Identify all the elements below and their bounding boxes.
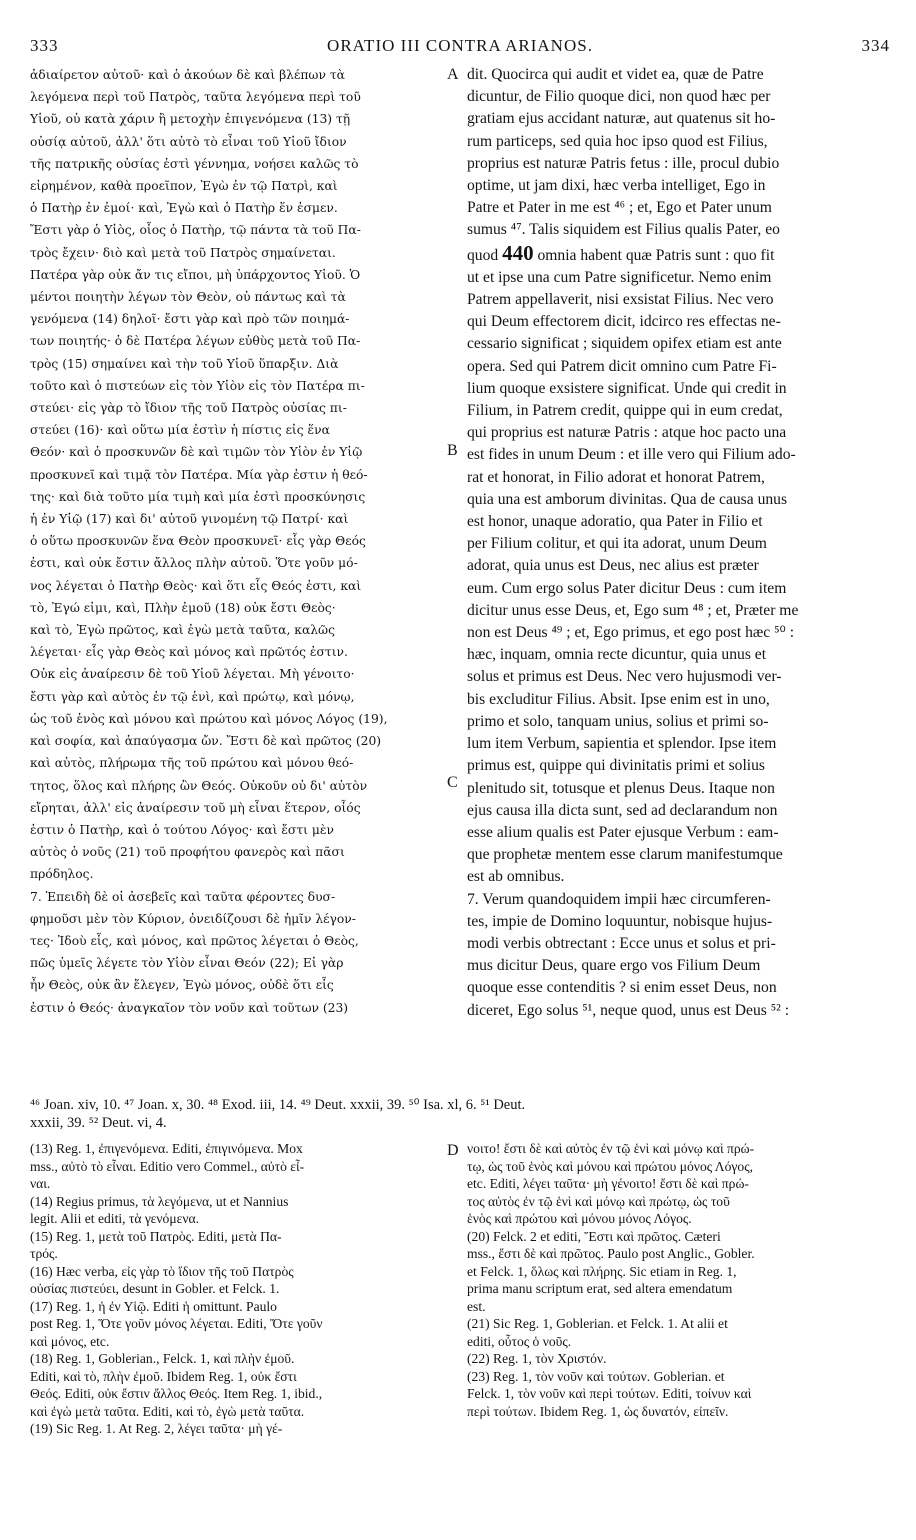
latin-text-line: lum item Verbum, sapientia et splendor. Ipse item	[467, 735, 777, 753]
note-line: mss., αὐτὸ τὸ εἶναι. Editio vero Commel., αὐτὸ εἶ-	[30, 1158, 305, 1174]
latin-text-line: ejus causa illa dicta sunt, sed ad declarandum non	[467, 801, 778, 819]
greek-text-line: εἴρηται, ἀλλ' εἰς ἀναίρεσιν τοῦ μὴ εἶναι ἕτερον, οἷός	[30, 800, 361, 815]
greek-text-line: ἔστι γὰρ καὶ αὐτὸς ἐν τῷ ἑνὶ, καὶ πρώτῳ, καὶ μόνῳ,	[30, 689, 355, 704]
greek-text-line: ὁ οὕτω προσκυνῶν ἕνα Θεὸν προσκυνεῖ· εἷς γὰρ Θεός	[30, 534, 366, 549]
greek-text-line: τῆς πατρικῆς οὐσίας ἐστὶ γέννημα, νοήσει καλῶς τὸ	[30, 156, 359, 171]
greek-text-line: λέγεται· εἷς γὰρ Θεὸς καὶ μόνος καὶ πρῶτός ἐστιν.	[30, 645, 348, 660]
greek-text-line: καὶ αὐτὸς, πλήρωμα τῆς τοῦ πρώτου καὶ μόνου θεό-	[30, 756, 354, 771]
page-number-right: 334	[861, 36, 890, 55]
scripture-ref-line: xxxii, 39. ⁵² Deut. vi, 4.	[30, 1115, 167, 1131]
page-number-left: 333	[30, 36, 59, 55]
scripture-ref-line: ⁴⁶ Joan. xiv, 10. ⁴⁷ Joan. x, 30. ⁴⁸ Exod. iii, 14. ⁴⁹ Deut. xxxii, 39. ⁵⁰ Isa. xl, 6. ⁵¹ Deut.	[30, 1097, 526, 1113]
latin-text-line: tes, impie de Domino loquuntur, nobisque hujus-	[467, 912, 773, 930]
latin-text-line: plenitudo sit, totusque et plenus Deus. Itaque non	[467, 779, 775, 797]
greek-text-line: τοῦτο καὶ ὁ πιστεύων εἰς τὸν Υἱὸν εἰς τὸν Πατέρα πι-	[30, 378, 365, 393]
margin-marker-a: A	[447, 66, 459, 83]
latin-text-line: optime, ut jam dixi, hæc verba intelliget, Ego in	[467, 177, 766, 195]
latin-text-line: 7. Verum quandoquidem impii hæc circumferen-	[467, 890, 771, 908]
margin-marker-c: C	[447, 774, 458, 791]
latin-text-line: quoque esse contenditis ? si enim esset Deus, non	[467, 979, 777, 997]
latin-text-line: dicuntur, de Filio quoque dici, non quod hæc per	[467, 88, 771, 106]
notes-right-column	[467, 1140, 890, 1420]
greek-text-line: λεγόμενα περὶ τοῦ Πατρὸς, ταῦτα λεγόμενα περὶ τοῦ	[30, 90, 361, 105]
note-line: Editi, καὶ τὸ, πλὴν ἐμοῦ. Ibidem Reg. 1, οὐκ ἔστι	[30, 1368, 297, 1384]
note-line: est.	[467, 1298, 486, 1314]
note-line: καὶ μόνος, etc.	[30, 1333, 110, 1349]
notes-left-column	[30, 1140, 444, 1438]
greek-text-line: Θεόν· καὶ ὁ προσκυνῶν δὲ καὶ τιμῶν τὸν Υἱὸν ἐν Υἱῷ	[30, 445, 363, 460]
latin-text-line: opera. Sed qui Patrem dicit omnino cum Patre Fi-	[467, 357, 777, 375]
note-line: (13) Reg. 1, ἐπιγενόμενα. Editi, ἐπιγινόμενα. Mox	[30, 1141, 303, 1156]
greek-text-line: πρόδηλος.	[30, 867, 94, 882]
latin-text-line: proprius est naturæ Patris fetus : ille, procul dubio	[467, 154, 780, 172]
greek-text-line: πῶς ὑμεῖς λέγετε τὸν Υἱὸν εἶναι Θεόν (22); Εἰ γὰρ	[30, 956, 344, 971]
greek-text-line: στεύει (16)· καὶ οὕτω μία ἐστὶν ἡ πίστις εἰς ἕνα	[30, 423, 330, 438]
greek-text-line: γενόμενα (14) δηλοῖ· ἔστι γὰρ καὶ πρὸ τῶν ποιημά-	[30, 312, 350, 327]
latin-text-line: adorat, quia unus est Deus, nec alius est præter	[467, 557, 759, 575]
latin-text-line: est ab omnibus.	[467, 868, 565, 886]
note-line: et Felck. 1, ὅλως καὶ πλήρης. Sic etiam in Reg. 1,	[467, 1263, 737, 1279]
latin-text-line: modi verbis obtrectant : Ecce unus et solus et pri-	[467, 934, 776, 952]
latin-text-line: est honor, unaque adoratio, qua Pater in Filio et	[467, 513, 763, 531]
latin-text-line: Patrem appellaverit, nisi exsistat Filius. Nec vero	[467, 291, 774, 309]
latin-text-line: bis excluditur Filius. Absit. Ipse enim est in uno,	[467, 690, 770, 708]
note-line: (19) Sic Reg. 1. At Reg. 2, λέγει ταῦτα· μὴ γέ-	[30, 1421, 283, 1436]
note-line: (18) Reg. 1, Goblerian., Felck. 1, καὶ πλὴν ἐμοῦ.	[30, 1351, 295, 1366]
greek-text-line: Υἱοῦ, οὐ κατὰ χάριν ἢ μετοχὴν ἐπιγενόμενα (13) τῇ	[30, 112, 351, 127]
latin-text-line: est fides in unum Deum : et ille vero qui Filium ado-	[467, 446, 796, 464]
latin-text-line: ut et ipse una cum Patre significetur. Nemo enim	[467, 268, 772, 286]
note-line: etc. Editi, λέγει ταῦτα· μὴ γένοιτο! ἔστι δὲ καὶ πρώ-	[467, 1176, 749, 1191]
note-line: Felck. 1, τὸν νοῦν καὶ περὶ τούτων. Editi, τοίνυν καὶ	[467, 1386, 752, 1401]
greek-text-line: Ἔστι γὰρ ὁ Υἱὸς, οἷος ὁ Πατὴρ, τῷ πάντα τὰ τοῦ Πα-	[30, 223, 361, 238]
edition-page-number: 440	[502, 241, 534, 265]
note-line: (16) Hæc verba, εἰς γὰρ τὸ ἴδιον τῆς τοῦ Πατρὸς	[30, 1263, 294, 1279]
scripture-references	[30, 1096, 890, 1132]
note-line: οὐσίας πιστεύει, desunt in Gobler. et Felck. 1.	[30, 1281, 280, 1296]
greek-text-line: ἡ ἐν Υἱῷ (17) καὶ δι' αὐτοῦ γινομένη τῷ Πατρί· καὶ	[30, 512, 349, 527]
latin-text-line: quod 440 omnia habent quæ Patris sunt : quo fit	[467, 241, 775, 265]
note-line: περὶ τούτων. Ibidem Reg. 1, ὡς δυνατόν, εἰπεῖν.	[467, 1403, 729, 1419]
greek-text-line: εἰρημένον, καθὰ προεῖπον, Ἐγὼ ἐν τῷ Πατρὶ, καὶ	[30, 179, 338, 194]
latin-text-line: gratiam ejus accidant naturæ, aut quatenus sit ho-	[467, 110, 776, 128]
greek-text-line: μέντοι ποιητὴν λέγων τὸν Θεὸν, οὐ πάντως καὶ τὰ	[30, 290, 346, 305]
latin-text-line: Filium, in Patrem credit, quippe qui in eum credat,	[467, 402, 783, 420]
greek-text-line: αὐτὸς ὁ νοῦς (21) τοῦ προφήτου φανερὸς καὶ πᾶσι	[30, 845, 345, 860]
latin-text-line: esse alium qualis est Pater ejusque Verbum : eam-	[467, 823, 779, 841]
margin-marker-d: D	[447, 1142, 459, 1159]
latin-text-line: quia una est amborum divinitas. Qua de causa unus	[467, 490, 788, 508]
latin-text-line: rat et honorat, in Filio adorat et honorat Patrem,	[467, 468, 765, 486]
note-line: (15) Reg. 1, μετὰ τοῦ Πατρὸς. Editi, μετὰ Πα-	[30, 1228, 282, 1244]
note-line: (23) Reg. 1, τὸν νοῦν καὶ τούτων. Goblerian. et	[467, 1368, 725, 1384]
greek-text-line: τες· Ἰδοὺ εἷς, καὶ μόνος, καὶ πρῶτος λέγεται ὁ Θεὸς,	[30, 933, 359, 948]
latin-text-line: mus dicitur Deus, quare ergo vos Filium Deum	[467, 957, 761, 975]
note-line: τῳ, ὡς τοῦ ἑνὸς καὶ μόνου καὶ πρώτου μόνος Λόγος,	[467, 1158, 754, 1174]
greek-text-line: ἦν Θεὸς, οὐκ ἂν ἔλεγεν, Ἐγὼ μόνος, οὐδὲ ὅτι εἷς	[30, 978, 334, 993]
greek-text-line: ἐστι, καὶ οὐκ ἔστιν ἄλλος πλὴν αὐτοῦ. Ὅτε γοῦν μό-	[30, 556, 358, 571]
greek-text-line: φημοῦσι μὲν τὸν Κύριον, ὀνειδίζουσι δὲ ἡμῖν λέγον-	[30, 911, 356, 926]
greek-text-line: τὸ, Ἐγώ εἰμι, καὶ, Πλὴν ἐμοῦ (18) οὐκ ἔστι Θεὸς·	[30, 600, 336, 615]
greek-text-line: τητος, ὅλος καὶ πλήρης ὢν Θεός. Οὐκοῦν οὐ δι' αὐτὸν	[30, 778, 368, 793]
latin-text-line: qui proprius est naturæ Patris : atque hoc pacto una	[467, 424, 787, 442]
note-line: (17) Reg. 1, ἡ ἐν Υἱῷ. Editi ἡ omittunt. Paulo	[30, 1298, 277, 1314]
note-line: νοιτο! ἔστι δὲ καὶ αὐτὸς ἐν τῷ ἑνὶ καὶ μόνῳ καὶ πρώ-	[467, 1141, 755, 1156]
greek-text-line: ὡς τοῦ ἑνὸς καὶ μόνου καὶ πρώτου καὶ μόνος Λόγος (19),	[30, 711, 388, 726]
latin-text-line: sumus ⁴⁷. Talis siquidem est Filius qualis Pater, eo	[467, 221, 780, 239]
latin-text-line: hæc, inquam, omnia recte dicuntur, quia unus et	[467, 646, 767, 664]
greek-text-line: ἐστιν ὁ Θεός· ἀναγκαῖον τὸν νοῦν καὶ τοῦτων (23)	[30, 1000, 349, 1015]
greek-text-line: ἐστιν ὁ Πατὴρ, καὶ ὁ τούτου Λόγος· καὶ ἔστι μὲν	[30, 822, 334, 837]
note-line: καὶ ἐγὼ μετὰ ταῦτα. Editi, καὶ τὸ, ἐγὼ μετὰ ταῦτα.	[30, 1403, 305, 1419]
greek-text-line: οὐσίᾳ αὐτοῦ, ἀλλ' ὅτι αὐτὸ τὸ εἶναι τοῦ Υἱοῦ ἴδιον	[30, 134, 347, 149]
latin-text-line: eum. Cum ergo solus Pater dicitur Deus : cum item	[467, 579, 787, 597]
note-line: legit. Alii et editi, τὰ γενόμενα.	[30, 1211, 199, 1226]
latin-text-line: primo et solo, tanquam unius, solius et primi so-	[467, 712, 769, 730]
latin-text-line: dicitur unus esse Deus, et, Ego sum ⁴⁸ ; et, Præter me	[467, 601, 799, 619]
greek-text-line: τρὸς (15) σημαίνει καὶ τὴν τοῦ Υἱοῦ ὕπαρξιν. Διὰ	[30, 356, 339, 371]
note-line: Θεός. Editi, οὐκ ἔστιν ἄλλος Θεός. Item Reg. 1, ibid.,	[30, 1386, 323, 1401]
greek-text-line: των ποιητής· ὁ δὲ Πατέρα λέγων εὐθὺς μετὰ τοῦ Πα-	[30, 334, 361, 349]
greek-text-line: της· καὶ διὰ τοῦτο μία τιμὴ καὶ μία ἐστὶ προσκύνησις	[30, 489, 366, 504]
note-line: ἑνὸς καὶ πρώτου καὶ μόνου μόνος Λόγος.	[467, 1211, 692, 1226]
margin-marker-b: B	[447, 442, 458, 459]
greek-text-line: καὶ τὸ, Ἐγὼ πρῶτος, καὶ ἐγὼ μετὰ ταῦτα, καλῶς	[30, 623, 335, 638]
note-line: (22) Reg. 1, τὸν Χριστόν.	[467, 1351, 607, 1366]
latin-text-line: Patre et Pater in me est ⁴⁶ ; et, Ego et Pater unum	[467, 199, 772, 217]
latin-text-line: per Filium colitur, et qui ita adorat, unum Deum	[467, 535, 767, 553]
greek-text-line: ἀδιαίρετον αὐτοῦ· καὶ ὁ ἀκούων δὲ καὶ βλέπων τὰ	[30, 68, 345, 82]
latin-text-column	[467, 64, 890, 1022]
latin-text-line: primus est, quippe qui divinitatis primi et solius	[467, 757, 766, 775]
note-line: prima manu scriptum erat, sed altera emendatum	[467, 1281, 733, 1296]
note-line: mss., ἔστι δὲ καὶ πρῶτος. Paulo post Anglic., Gobler.	[467, 1246, 755, 1261]
running-title: ORATIO III CONTRA ARIANOS.	[327, 36, 593, 55]
latin-text-line: qui Deum effectorem dicit, idcirco res effectas ne-	[467, 313, 781, 331]
greek-text-line: καὶ σοφία, καὶ ἀπαύγασμα ὤν. Ἔστι δὲ καὶ πρῶτος (20)	[30, 734, 382, 749]
note-line: (14) Regius primus, τὰ λεγόμενα, ut et Nannius	[30, 1193, 289, 1209]
greek-text-line: ὁ Πατὴρ ἐν ἐμοί· καὶ, Ἐγὼ καὶ ὁ Πατὴρ ἕν ἐσμεν.	[30, 201, 338, 216]
note-line: editi, οὗτος ὁ νοῦς.	[467, 1333, 572, 1349]
greek-text-line: νος λέγεται ὁ Πατὴρ Θεὸς· καὶ ὅτι εἷς Θεός ἐστι, καὶ	[30, 578, 362, 593]
latin-text-line: non est Deus ⁴⁹ ; et, Ego primus, et ego post hæc ⁵⁰ :	[467, 624, 795, 642]
greek-text-line: Οὐκ εἰς ἀναίρεσιν δὲ τοῦ Υἱοῦ λέγεται. Μὴ γένοιτο·	[30, 667, 355, 682]
latin-text-line: rum particeps, sed quia hoc ipso quod est Filius,	[467, 132, 768, 150]
note-line: τος αὐτὸς ἐν τῷ ἑνὶ καὶ μόνῳ καὶ πρώτῳ, ὡς τοῦ	[467, 1193, 730, 1209]
greek-text-column	[30, 64, 444, 1019]
greek-text-line: Πατέρα γὰρ οὐκ ἄν τις εἴποι, μὴ ὑπάρχοντος Υἱοῦ. Ὁ	[30, 267, 361, 282]
greek-text-line: τρὸς ἔχειν· διὸ καὶ μετὰ τοῦ Πατρὸς σημαίνεται.	[30, 245, 336, 260]
latin-text-line: dit. Quocirca qui audit et videt ea, quæ de Patre	[467, 66, 764, 83]
latin-text-line: diceret, Ego solus ⁵¹, neque quod, unus est Deus ⁵² :	[467, 1001, 790, 1019]
latin-text-line: cessario significat ; siquidem opifex etiam est ante	[467, 335, 782, 353]
note-line: ναι.	[30, 1176, 51, 1191]
latin-text-line: solus et primus est Deus. Nec vero hujusmodi ver-	[467, 668, 782, 686]
latin-text-line: lium quoque exsistere significat. Unde qui credit in	[467, 379, 787, 397]
note-line: (21) Sic Reg. 1, Goblerian. et Felck. 1. At alii et	[467, 1316, 728, 1331]
note-line: (20) Felck. 2 et editi, Ἔστι καὶ πρῶτος. Cæteri	[467, 1228, 721, 1244]
latin-text-line: que prophetæ mentem esse clarum manifestumque	[467, 846, 783, 864]
note-line: τρός.	[30, 1246, 58, 1261]
greek-text-line: προσκυνεῖ καὶ τιμᾷ τὸν Πατέρα. Μία γὰρ ἐστιν ἡ θεό-	[30, 467, 368, 482]
greek-text-line: 7. Ἐπειδὴ δὲ οἱ ἀσεβεῖς καὶ ταῦτα φέροντες δυσ-	[30, 889, 336, 904]
page-header	[30, 36, 890, 58]
greek-text-line: στεύει· εἰς γὰρ τὸ ἴδιον τῆς τοῦ Πατρὸς οὐσίας πι-	[30, 401, 347, 416]
note-line: post Reg. 1, Ὅτε γοῦν μόνος λέγεται. Editi, Ὅτε γοῦν	[30, 1316, 323, 1331]
